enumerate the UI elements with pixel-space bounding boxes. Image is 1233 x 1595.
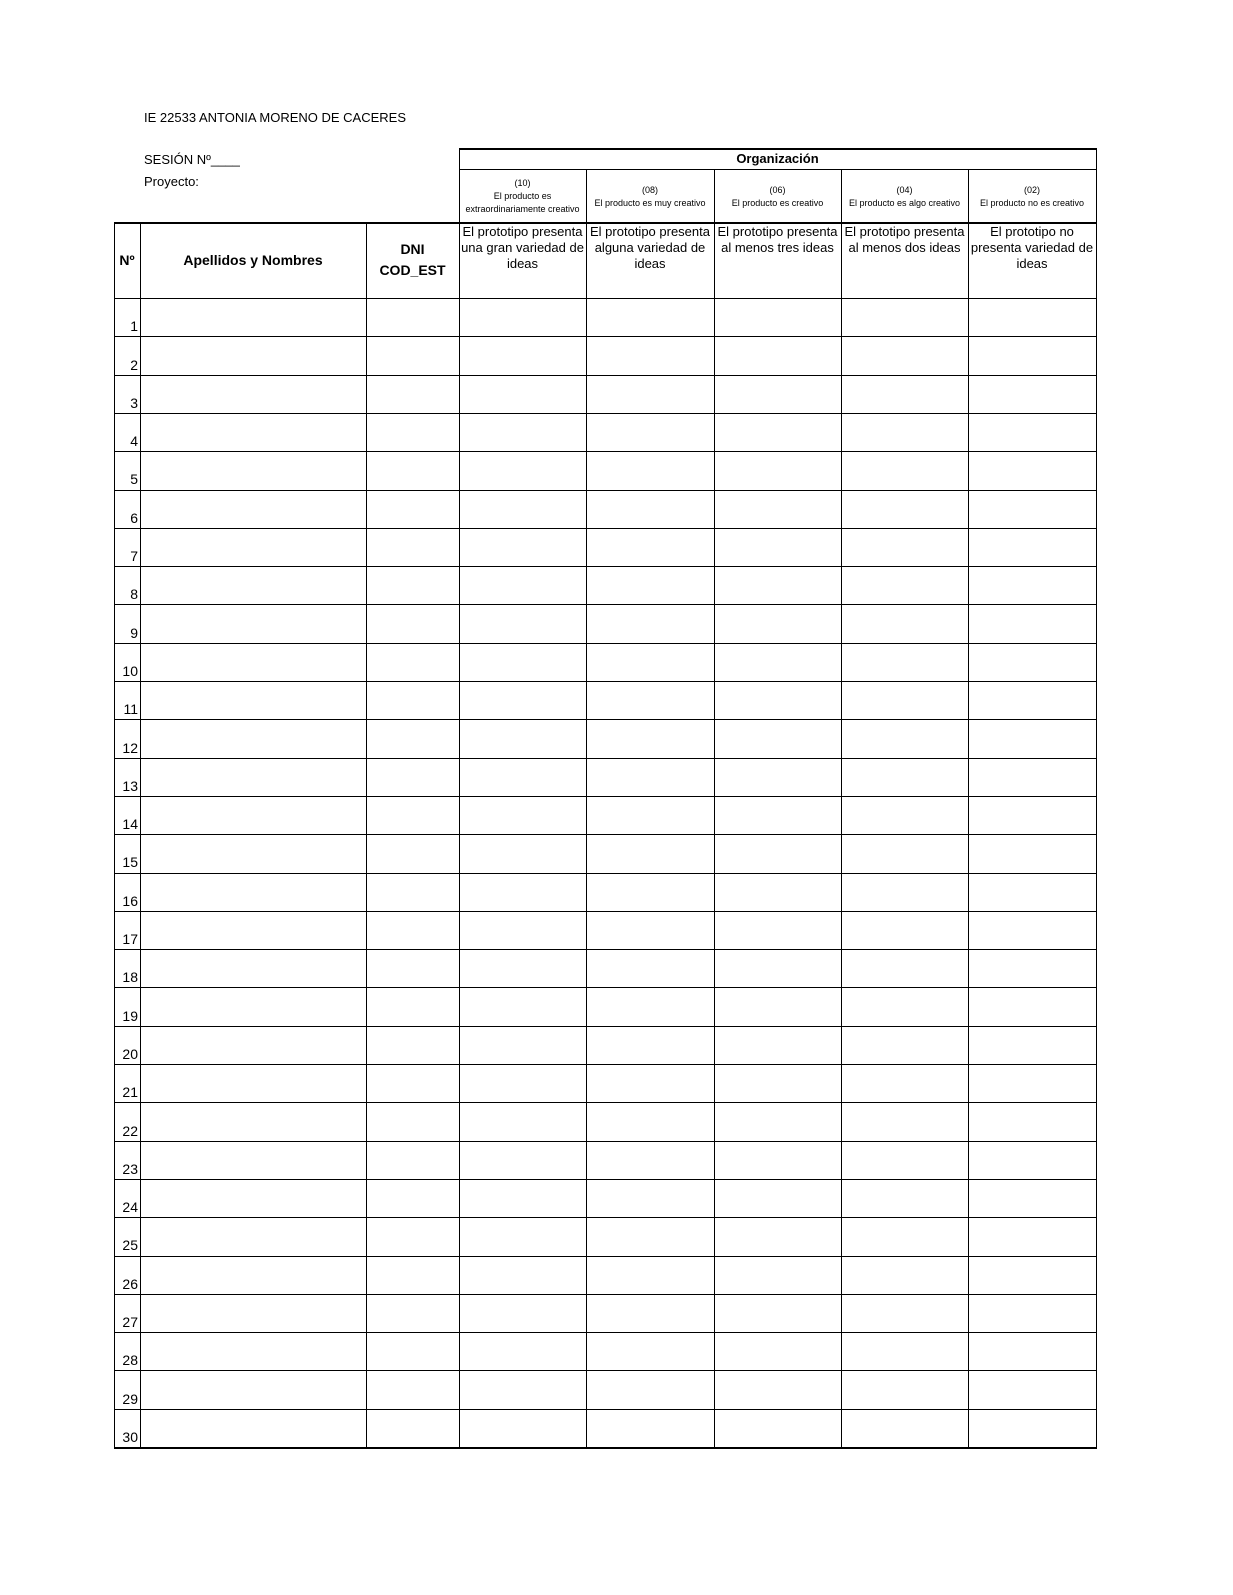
row-border: [114, 949, 1097, 950]
level-label: El producto no es creativo: [979, 197, 1085, 208]
column-border: [714, 169, 715, 1448]
row-border: [114, 528, 1097, 529]
row-border: [114, 643, 1097, 644]
level-description: El prototipo presenta una gran variedad de ideas: [461, 224, 584, 271]
row-border: [114, 911, 1097, 912]
row-number: 7: [130, 548, 138, 565]
level-label: El producto es algo creativo: [848, 197, 961, 208]
row-number: 2: [130, 356, 138, 373]
level-header: [459, 171, 586, 222]
row-number: 8: [130, 586, 138, 603]
row-number: 13: [122, 777, 138, 794]
row-number: 18: [122, 969, 138, 986]
column-border: [1096, 148, 1097, 1448]
row-border: [114, 336, 1097, 337]
school-name: IE 22533 ANTONIA MORENO DE CACERES: [144, 110, 407, 125]
row-number: 1: [130, 318, 138, 335]
level-header: [841, 171, 968, 222]
column-border: [968, 169, 969, 1448]
row-number: 20: [122, 1045, 138, 1062]
row-border: [114, 1217, 1097, 1218]
row-number: 17: [122, 931, 138, 948]
level-description: El prototipo presenta al menos dos ideas: [844, 224, 965, 255]
column-border: [366, 222, 367, 1448]
row-border: [114, 1370, 1097, 1371]
row-number: 3: [130, 394, 138, 411]
level-label: El producto es extraordinariamente creativo: [465, 191, 580, 214]
row-number: 24: [122, 1199, 138, 1216]
level-header: [968, 171, 1096, 222]
row-border: [114, 1064, 1097, 1065]
column-header-dni-line2: COD_EST: [379, 262, 446, 278]
row-border: [114, 873, 1097, 874]
row-border: [114, 1409, 1097, 1410]
column-border: [841, 169, 842, 1448]
row-number: 27: [122, 1314, 138, 1331]
row-border: [114, 566, 1097, 567]
level-score: (10): [514, 178, 531, 188]
row-number: 29: [122, 1390, 138, 1407]
row-border: [114, 375, 1097, 376]
row-number: 23: [122, 1160, 138, 1177]
row-number: 30: [122, 1428, 138, 1445]
row-border: [114, 987, 1097, 988]
level-score: (06): [769, 184, 786, 195]
level-header: [714, 171, 841, 222]
row-border: [114, 1141, 1097, 1142]
row-number: 22: [122, 1122, 138, 1139]
level-header: [586, 171, 714, 222]
column-border: [140, 222, 141, 1448]
row-border: [114, 758, 1097, 759]
row-number: 4: [130, 433, 138, 450]
column-header-dni: [366, 222, 459, 298]
row-number: 28: [122, 1352, 138, 1369]
level-label: El producto es muy creativo: [594, 197, 706, 208]
row-border: [114, 681, 1097, 682]
row-number: 15: [122, 854, 138, 871]
column-header-name: Apellidos y Nombres: [183, 251, 323, 268]
row-border: [114, 1256, 1097, 1257]
row-number: 6: [130, 509, 138, 526]
column-header-dni-line1: DNI: [400, 241, 425, 257]
row-number: 16: [122, 892, 138, 909]
row-border: [114, 719, 1097, 720]
group-title-organizacion: Organización: [736, 151, 819, 166]
row-border: [114, 1026, 1097, 1027]
row-border: [114, 451, 1097, 452]
row-border: [114, 796, 1097, 797]
row-number: 25: [122, 1237, 138, 1254]
organizacion-divider: [459, 169, 1097, 170]
row-border: [114, 490, 1097, 491]
row-border: [114, 1102, 1097, 1103]
row-number: 12: [122, 739, 138, 756]
session-number: SESIÓN Nº____: [144, 152, 240, 167]
row-border: [114, 298, 1097, 299]
project-label: Proyecto:: [144, 174, 199, 189]
row-number: 11: [123, 701, 138, 718]
row-border: [114, 1179, 1097, 1180]
row-border: [114, 1332, 1097, 1333]
row-border: [114, 604, 1097, 605]
row-number: 9: [130, 624, 138, 641]
level-description: El prototipo presenta alguna variedad de ideas: [590, 224, 710, 271]
level-score: (08): [641, 184, 658, 195]
row-number: 10: [122, 662, 138, 679]
row-border: [114, 834, 1097, 835]
row-border: [114, 413, 1097, 414]
row-border: [114, 1294, 1097, 1295]
column-header-number: Nº: [119, 251, 135, 268]
level-description: El prototipo no presenta variedad de ideas: [970, 224, 1094, 271]
level-score: (04): [896, 184, 913, 195]
row-number: 5: [130, 471, 138, 488]
level-description: El prototipo presenta al menos tres ideas: [717, 224, 838, 255]
row-number: 21: [122, 1084, 138, 1101]
row-border: [114, 1447, 1097, 1449]
level-label: El producto es creativo: [731, 197, 824, 208]
column-border: [586, 169, 587, 1448]
level-score: (02): [1023, 184, 1040, 195]
row-number: 26: [122, 1275, 138, 1292]
row-number: 19: [122, 1007, 138, 1024]
column-border: [459, 148, 460, 1448]
row-number: 14: [122, 816, 138, 833]
